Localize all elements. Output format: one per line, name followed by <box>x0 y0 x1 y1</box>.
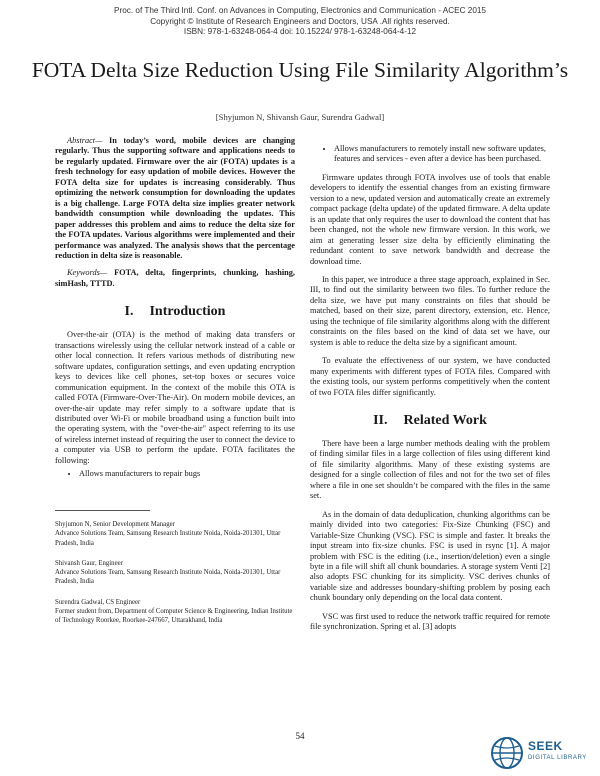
logo-name: SEEK <box>528 739 563 753</box>
intro-paragraph-3: In this paper, we introduce a three stage approach, explained in Sec. III, to find out the similarity between two files. To further reduce the delta size, we have put many constraints on files that should be matched, based on their size, parent directory, extension, etc. Hence, using the technique of file similarity algorithms along with the different constraints on the files based on the kind of data set we have, our system is able to reduce the delta size by a significant amount. <box>310 274 550 347</box>
abstract-text: In today’s word, mobile devices are changing regularly. Thus the supporting software and applications needs to be regularly updated. Firmware over the air (FOTA) updates is a fresh technology for easy updation of mobile devices. However the FOTA delta size for updates is increasing considerably. Thus optimizing the network consumption for downloading the updates is a big challenge. Large FOTA delta size implies greater network bandwidth consumption while downloading the updates. This paper addresses this problem and aims to reduce the delta size for the FOTA updates. Various algorithms were implemented and their performance was analyzed. The analysis shows that the percentage reduction in delta size is reasonable. <box>55 136 295 260</box>
intro-bullet-item: • Allows manufacturers to repair bugs <box>79 469 295 479</box>
proceedings-header <box>0 6 600 38</box>
author-footnotes <box>55 520 295 637</box>
footnote-author-1 <box>55 520 295 548</box>
paper-authors: [Shyjumon N, Shivansh Gaur, Surendra Gadwal] <box>215 112 385 122</box>
section-title: Introduction <box>149 304 226 320</box>
header-line-2: Copyright © Institute of Research Engineers and Doctors, USA .All rights reserved. <box>150 16 450 26</box>
header-line-1: Proc. of The Third Intl. Conf. on Advances in Computing, Electronics and Communication - ACEC 2015 <box>114 6 486 15</box>
section-heading-related-work <box>310 412 550 429</box>
footnote-affiliation: Advance Solutions Team, Samsung Research Institute Noida, Noida-201301, Uttar Pradesh, India <box>55 530 281 547</box>
intro-paragraph-4: To evaluate the effectiveness of our system, we have conducted many experiments with different types of FOTA files. Compared with the existing tools, our system performs competitively when the content of two FOTA files differ significantly. <box>310 356 550 397</box>
footnote-name: Shyjumon N, Senior Development Manager <box>55 521 175 528</box>
intro-bullet-list-left <box>55 469 295 479</box>
keywords-label: Keywords— <box>67 268 108 278</box>
footnote-author-2 <box>55 559 295 587</box>
section-title: Related Work <box>403 412 487 428</box>
right-column <box>310 136 550 633</box>
keywords <box>55 268 295 289</box>
intro-paragraph-1: Over-the-air (OTA) is the method of making data transfers or transactions wirelessly using the cellular network instead of a cable or other local connection. It refers various methods of distributing new software updates, configuration settings, and even updating encryption keys to devices like cell phones, set-top boxes or secures voice communication equipment. In the context of the mobile this OTA is called FOTA (Firmware-Over-The-Air). On modern mobile devices, an over-the-air update may refer simply to a software update that is distributed over Wi-Fi or mobile broadband using a function built into the operating system, with the "over-the-air" aspect referring to its use of wireless internet instead of requiring the user to connect the device to a computer via USB to perform the update. FOTA facilitates the following: <box>55 330 295 465</box>
footnote-divider <box>55 510 150 511</box>
footnote-affiliation: Advance Solutions Team, Samsung Research Institute Noida, Noida-201301, Uttar Pradesh, India <box>55 569 281 586</box>
seek-digital-library-logo <box>490 736 590 770</box>
paper-title: FOTA Delta Size Reduction Using File Similarity Algorithm’s <box>31 58 569 82</box>
intro-bullet-list-right <box>310 144 550 165</box>
intro-paragraph-2: Firmware updates through FOTA involves use of tools that enable developers to identify the essential changes from an existing firmware version to a new, updated version and automatically create an extremely compact package (delta update) of the updated firmware. A delta update is an update that only requires the user to download the content that has been changed, not the whole new firmware version. In this work, we aim at generating lesser size delta by efficiently eliminating the redundant content to save network bandwidth and decrease the download time. <box>310 172 550 266</box>
footnote-author-3 <box>55 598 295 626</box>
abstract <box>55 136 295 261</box>
left-column <box>55 136 295 480</box>
globe-logo-icon <box>490 736 524 770</box>
intro-bullet-item: • Allows manufacturers to remotely install new software updates, features and services - even after a device has been purchased. <box>334 144 550 165</box>
header-line-3: ISBN: 978-1-63248-064-4 doi: 10.15224/ 978-1-63248-064-4-12 <box>183 27 417 37</box>
logo-subtitle: DIGITAL LIBRARY <box>528 755 587 761</box>
section-heading-introduction <box>55 303 295 320</box>
related-paragraph-2: As in the domain of data deduplication, chunking algorithms can be mainly divided into two categories: Fix-Size Chunking (FSC) and Variable-Size Chunking (VSC). FSC is simple and faster. It breaks the input stream into fix-size chunks. FSC is used in rsync [1]. A major problem with FSC is the editing (i.e., insertion/deletion) even a single byte in a file will shift all chunk boundaries. A storage system Venti [2] also adopts FSC chunking for its simplicity. VSC derives chunks of variable size and addresses boundary-shifting problem by posing each chunk boundary only depending on the local data content. <box>310 509 550 603</box>
related-paragraph-3: VSC was first used to reduce the network traffic required for remote file synchronization. Spring et al. [3] adopts <box>310 611 550 632</box>
section-number: I. <box>124 304 134 320</box>
footnote-affiliation: Former student from, Department of Computer Science & Engineering, Indian Institute of Technology Roorkee, Roorkee-247667, Uttarakhand, India <box>55 608 293 625</box>
section-number: II. <box>373 412 388 428</box>
keywords-text: FOTA, delta, fingerprints, chunking, hashing, simHash, TTTD. <box>55 268 295 288</box>
related-paragraph-1: There have been a large number methods dealing with the problem of finding similar files in a large collection of files using different kind of file similarity algorithms. Many of these existing systems are designed for a single collection of files and not for the two set of files where a file in one set shouldn’t be compared with the files in the same set. <box>310 438 550 501</box>
abstract-label: Abstract— <box>67 136 103 145</box>
page-number: 54 <box>295 731 305 741</box>
footnote-name: Surendra Gadwal, CS Engineer <box>55 598 141 606</box>
footnote-name: Shivansh Gaur, Engineer <box>55 559 123 567</box>
